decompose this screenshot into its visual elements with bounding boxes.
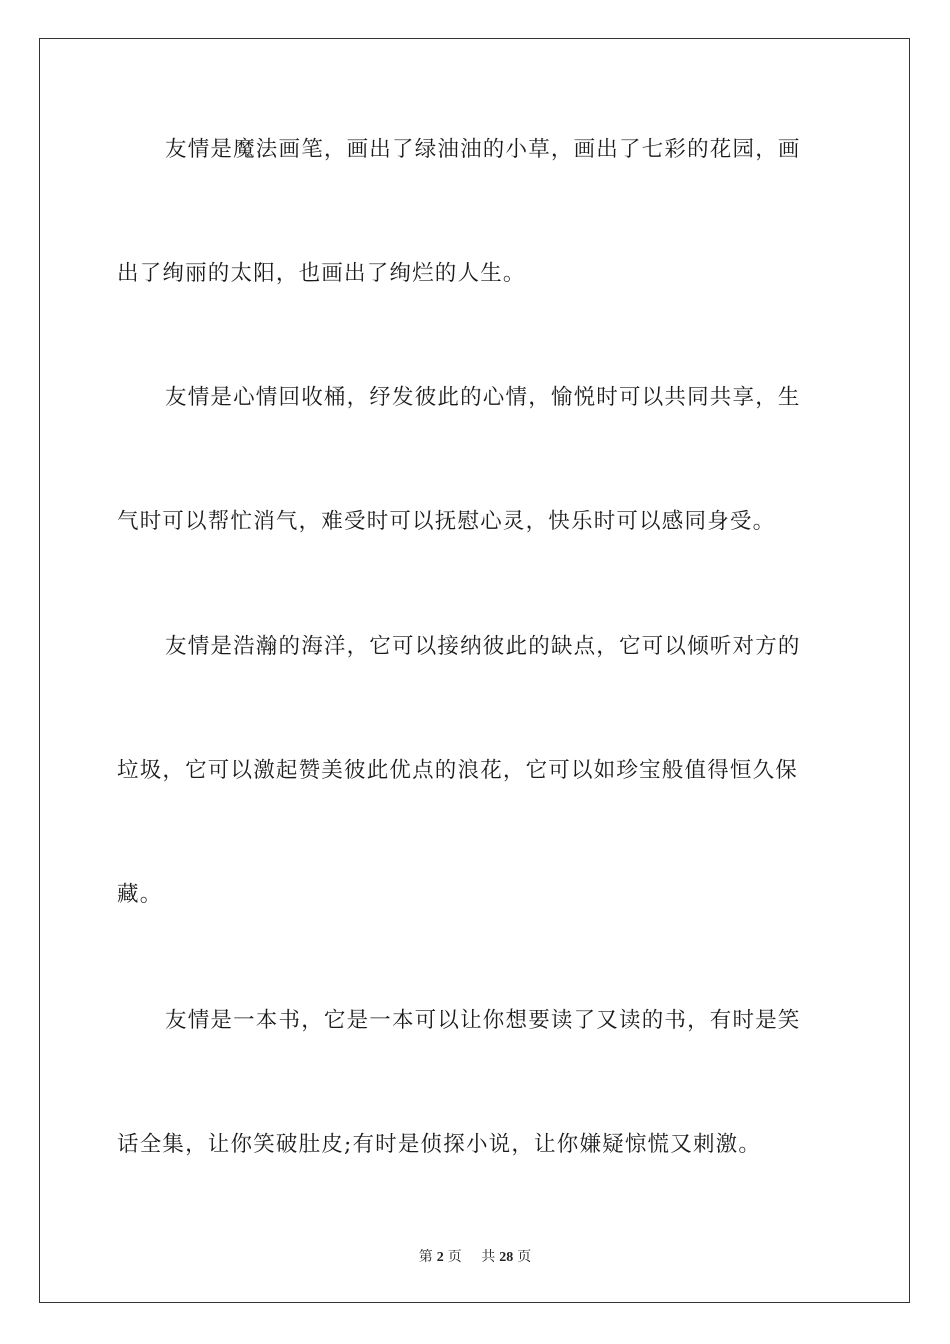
page-border — [39, 38, 910, 1303]
paragraph-1-line-1: 友情是魔法画笔，画出了绿油油的小草，画出了七彩的花园，画 — [165, 137, 801, 162]
page-footer — [0, 1246, 950, 1266]
total-pages — [477, 1250, 535, 1265]
paragraph-1-line-2: 出了绚丽的太阳，也画出了绚烂的人生。 — [117, 261, 526, 286]
page-suffix: 页 — [447, 1250, 462, 1265]
paragraph-4-line-2: 话全集，让你笑破肚皮;有时是侦探小说，让你嫌疑惊慌又刺激。 — [117, 1132, 762, 1157]
paragraph-3-line-1: 友情是浩瀚的海洋，它可以接纳彼此的缺点，它可以倾听对方的 — [165, 634, 801, 659]
paragraph-3-line-2: 垃圾，它可以激起赞美彼此优点的浪花，它可以如珍宝般值得恒久保 — [117, 758, 799, 783]
paragraph-2-line-1: 友情是心情回收桶，纾发彼此的心情，愉悦时可以共同共享，生 — [165, 385, 801, 410]
total-suffix: 页 — [517, 1250, 532, 1265]
page-number — [415, 1250, 466, 1265]
paragraph-2-line-2: 气时可以帮忙消气，难受时可以抚慰心灵，快乐时可以感同身受。 — [117, 509, 776, 534]
total-prefix: 共 — [481, 1250, 496, 1265]
total-count: 28 — [499, 1250, 514, 1265]
page-prefix: 第 — [418, 1250, 433, 1265]
current-page: 2 — [436, 1250, 444, 1265]
paragraph-3-line-3: 藏。 — [117, 882, 163, 907]
paragraph-4-line-1: 友情是一本书，它是一本可以让你想要读了又读的书，有时是笑 — [165, 1008, 801, 1033]
